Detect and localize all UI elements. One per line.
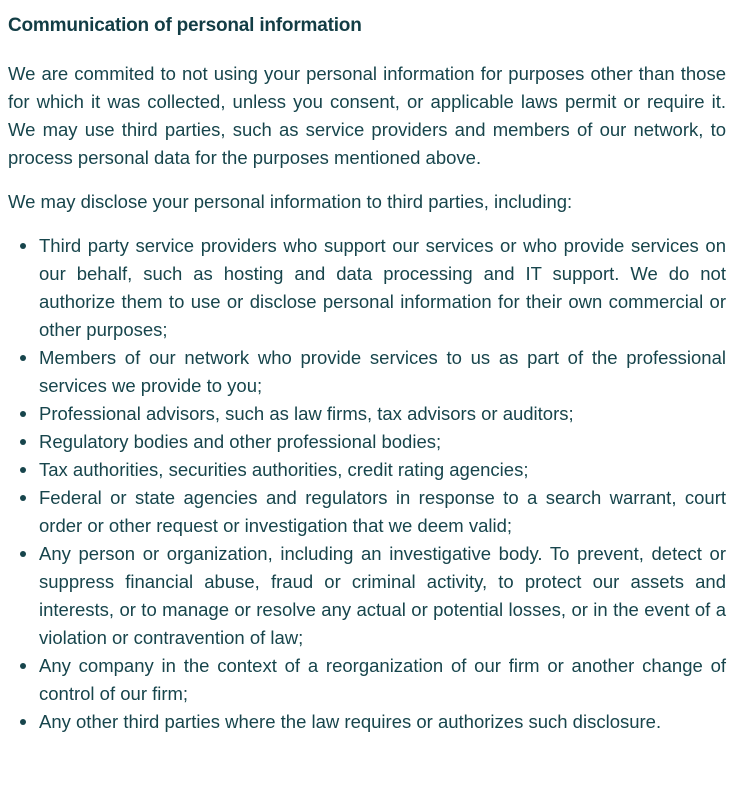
- list-item-text: Third party service providers who support our services or who provide services on our behalf, such as hosting and data processing and IT support. We do not authorize them to use or disclose personal information for their own commercial or other purposes;: [39, 235, 726, 340]
- list-item: [8, 708, 726, 736]
- list-item-text: Tax authorities, securities authorities, credit rating agencies;: [39, 459, 529, 480]
- list-item-text: Regulatory bodies and other professional bodies;: [39, 431, 442, 452]
- bullet-icon: [20, 411, 26, 417]
- bullet-icon: [20, 663, 26, 669]
- list-item: [8, 344, 726, 400]
- section-paragraph: We are commited to not using your personal information for purposes other than those for which it was collected, unless you consent, or applicable laws permit or require it. We may use third parties, such as service providers and members of our network, to process personal data for the purposes mentioned above.: [8, 63, 726, 168]
- list-item-text: Any other third parties where the law requires or authorizes such disclosure.: [39, 711, 662, 732]
- list-item-text: Any person or organization, including an investigative body. To prevent, detect or suppress financial abuse, fraud or criminal activity, to protect our assets and interests, or to manage or resolve any actual or potential losses, or in the event of a violation or contravention of law;: [39, 543, 726, 648]
- section-heading: Communication of personal information: [8, 15, 362, 36]
- bullet-icon: [20, 551, 26, 557]
- list-item-text: Any company in the context of a reorganization of our firm or another change of control of our firm;: [39, 655, 726, 704]
- bullet-icon: [20, 467, 26, 473]
- bullet-icon: [20, 439, 26, 445]
- disclosure-list: [8, 232, 726, 736]
- list-item: [8, 652, 726, 708]
- list-item-text: Members of our network who provide services to us as part of the professional services we provide to you;: [39, 347, 726, 396]
- list-item-text: Federal or state agencies and regulators in response to a search warrant, court order or other request or investigation that we deem valid;: [39, 487, 726, 536]
- bullet-icon: [20, 495, 26, 501]
- list-item: [8, 456, 726, 484]
- list-item-text: Professional advisors, such as law firms, tax advisors or auditors;: [39, 403, 574, 424]
- list-item: [8, 400, 726, 428]
- list-item: [8, 540, 726, 652]
- list-item: [8, 484, 726, 540]
- bullet-icon: [20, 243, 26, 249]
- bullet-icon: [20, 355, 26, 361]
- bullet-icon: [20, 719, 26, 725]
- list-item: [8, 232, 726, 344]
- list-item: [8, 428, 726, 456]
- disclosure-intro: We may disclose your personal information to third parties, including:: [8, 191, 573, 212]
